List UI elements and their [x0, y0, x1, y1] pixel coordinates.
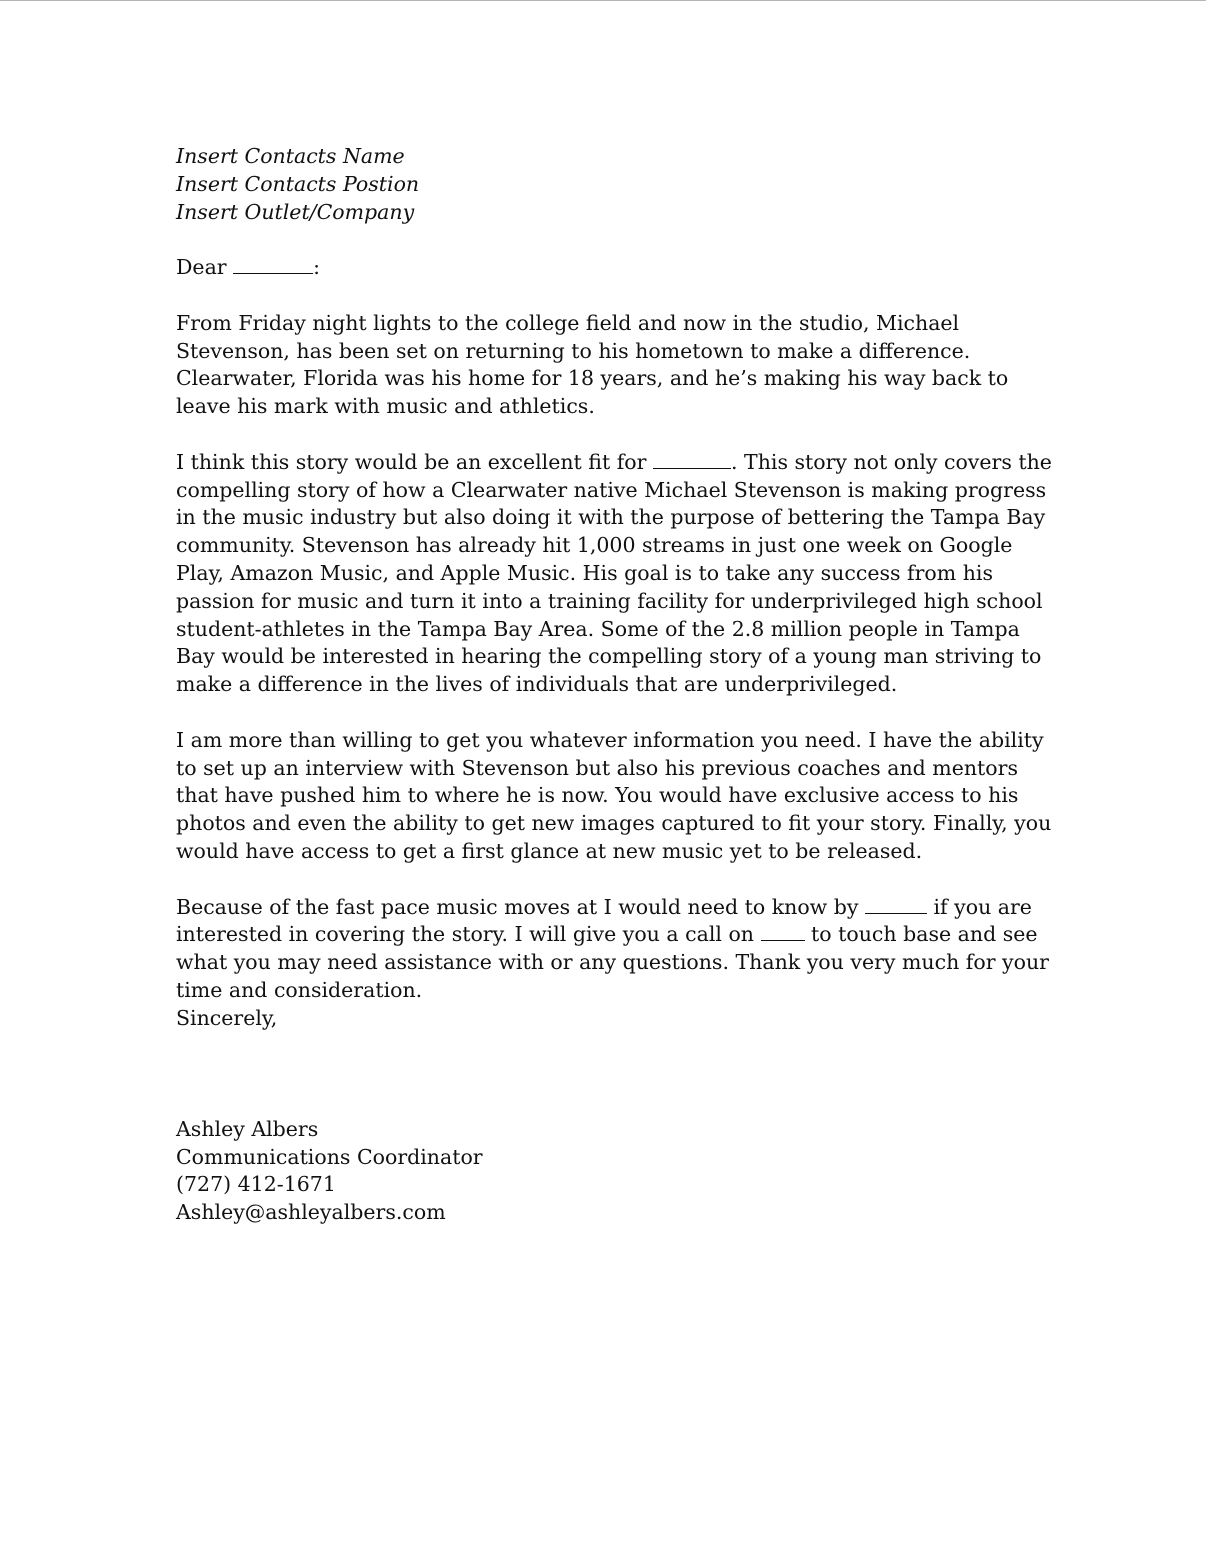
sender-name: Ashley Albers — [176, 1116, 319, 1141]
paragraph-line: would have access to get a first glance at new music yet to be released. — [176, 838, 923, 863]
paragraph-line — [176, 921, 1036, 949]
salutation-suffix: : — [313, 255, 321, 280]
paragraph-line: passion for music and turn it into a training facility for underprivileged high school — [176, 588, 1043, 613]
paragraph-line — [176, 449, 1052, 477]
deadline-blank — [865, 895, 927, 914]
paragraph-line: student-athletes in the Tampa Bay Area. Some of the 2.8 million people in Tampa — [176, 616, 1020, 641]
deadline-line-end: if you are — [926, 894, 1032, 919]
recipient-outlet: Insert Outlet/Company — [176, 199, 415, 224]
paragraph-line: I am more than willing to get you whatever information you need. I have the ability — [176, 727, 1044, 752]
paragraph-line: photos and even the ability to get new images captured to fit your story. Finally, you — [176, 811, 1052, 836]
recipient-name: Insert Contacts Name — [176, 144, 405, 168]
salutation — [176, 254, 1036, 282]
offer-paragraph — [176, 727, 1052, 866]
pitch-line-end: . This story not only covers the — [730, 449, 1052, 474]
spacer — [176, 282, 1036, 310]
paragraph-line: leave his mark with music and athletics. — [176, 394, 595, 419]
pitch-line-start: I think this story would be an excellent fit for — [176, 449, 647, 474]
paragraph-line: what you may need assistance with or any questions. Thank you very much for your — [176, 950, 1049, 975]
sender-title: Communications Coordinator — [176, 1144, 483, 1169]
call-line-end: to touch base and see — [804, 922, 1038, 947]
salutation-prefix: Dear — [176, 255, 227, 280]
paragraph-line: compelling story of how a Clearwater native Michael Stevenson is making progress — [176, 477, 1047, 502]
call-line-start: interested in covering the story. I will give you a call on — [176, 922, 754, 947]
paragraph-line: that have pushed him to where he is now. You would have exclusive access to his — [176, 783, 1019, 808]
pitch-paragraph — [176, 449, 1052, 699]
recipient-blank — [233, 255, 313, 274]
paragraph-line: From Friday night lights to the college field and now in the studio, Michael — [176, 310, 960, 335]
intro-paragraph — [176, 310, 1036, 421]
paragraph-line: Clearwater, Florida was his home for 18 years, and he’s making his way back to — [176, 366, 1009, 391]
paragraph-line: Stevenson, has been set on returning to his hometown to make a difference. — [176, 338, 971, 363]
paragraph-line: time and consideration. — [176, 977, 423, 1002]
paragraph-line: Play, Amazon Music, and Apple Music. His goal is to take any success from his — [176, 560, 993, 585]
deadline-line-start: Because of the fast pace music moves at I would need to know by — [176, 894, 859, 919]
page-top-border — [0, 0, 1206, 1]
outlet-blank — [653, 450, 731, 469]
paragraph-line: make a difference in the lives of individuals that are underprivileged. — [176, 672, 898, 697]
deadline-paragraph — [176, 894, 1049, 1005]
spacer — [176, 226, 1036, 254]
paragraph-line: to set up an interview with Stevenson but also his previous coaches and mentors — [176, 755, 1018, 780]
paragraph-line: Bay would be interested in hearing the compelling story of a young man striving to — [176, 644, 1042, 669]
recipient-position: Insert Contacts Postion — [176, 171, 420, 196]
spacer — [176, 421, 1036, 449]
spacer — [176, 699, 1036, 727]
closing: Sincerely, — [176, 1005, 278, 1030]
paragraph-line: community. Stevenson has already hit 1,000 streams in just one week on Google — [176, 533, 1013, 558]
paragraph-line: in the music industry but also doing it with the purpose of bettering the Tampa Bay — [176, 505, 1046, 530]
signature-space — [176, 1033, 1036, 1116]
sender-phone: (727) 412-1671 — [176, 1172, 336, 1197]
paragraph-line — [176, 894, 1036, 922]
letter-page — [176, 143, 1052, 1227]
call-date-blank — [761, 922, 805, 941]
spacer — [176, 866, 1036, 894]
recipient-address-block — [176, 143, 1036, 226]
sender-email: Ashley@ashleyalbers.com — [176, 1200, 446, 1225]
signature-block — [176, 1116, 1036, 1227]
